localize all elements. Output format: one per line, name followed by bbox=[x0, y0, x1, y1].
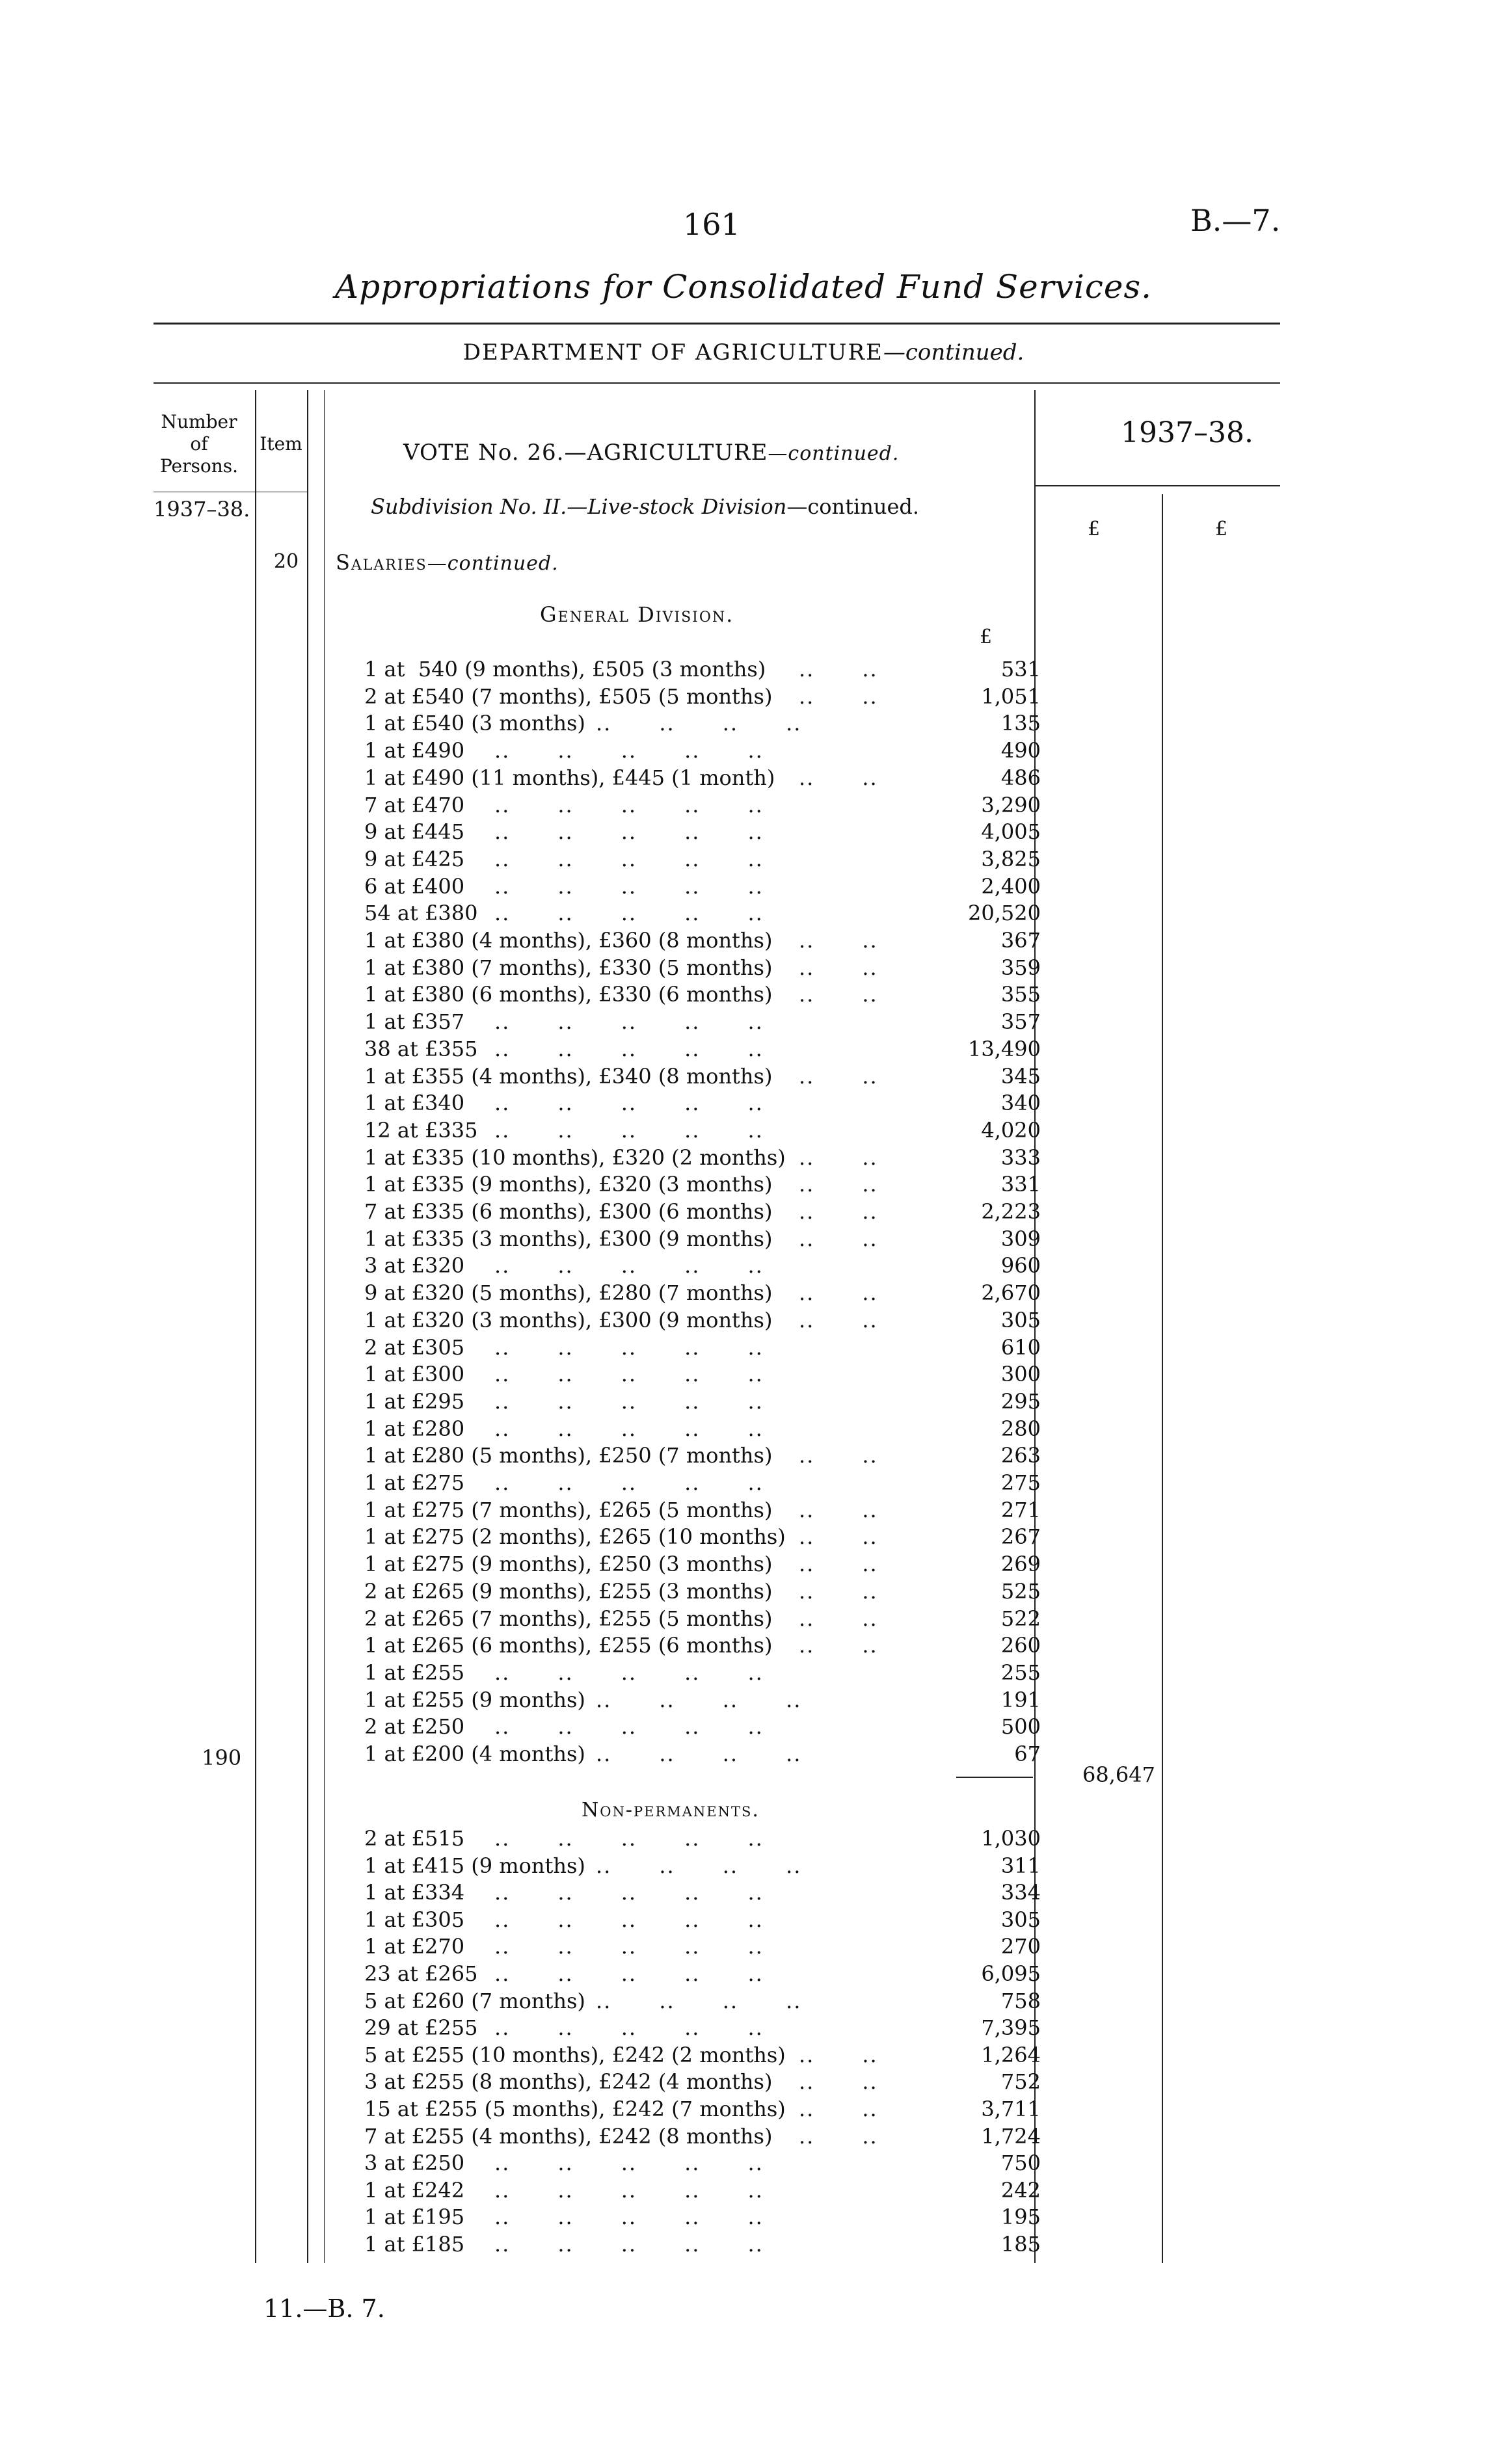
table-row bbox=[0, 1825, 1054, 1852]
row-amount: 340 bbox=[1000, 1091, 1041, 1116]
document-reference: B.—7. bbox=[1190, 203, 1281, 238]
table-row bbox=[0, 1933, 1054, 1960]
leader-dots: .. .. .. .. bbox=[596, 1742, 802, 1766]
row-amount: 1,264 bbox=[981, 2042, 1041, 2067]
row-amount: 311 bbox=[1000, 1853, 1041, 1878]
row-description: 1 at £335 (10 months), £320 (2 months) bbox=[364, 1145, 786, 1170]
leader-dots: .. .. .. .. bbox=[596, 711, 802, 736]
row-description: 1 at £195 bbox=[364, 2205, 465, 2230]
leader-dots: .. .. .. .. .. bbox=[494, 2151, 764, 2176]
row-amount: 295 bbox=[1000, 1388, 1041, 1414]
persons-column-header: Number of Persons. bbox=[159, 411, 239, 477]
table-row bbox=[0, 1713, 1054, 1740]
persons-year: 1937–38. bbox=[154, 497, 250, 522]
row-amount: 4,020 bbox=[981, 1117, 1041, 1143]
row-description: 1 at £305 bbox=[364, 1907, 465, 1932]
row-amount: 4,005 bbox=[981, 819, 1041, 845]
leader-dots: .. .. .. .. .. bbox=[494, 1416, 764, 1441]
row-amount: 3,825 bbox=[981, 846, 1041, 871]
table-row bbox=[0, 1225, 1054, 1252]
leader-dots: .. .. .. .. .. bbox=[494, 1091, 764, 1116]
row-description: 2 at £265 (7 months), £255 (5 months) bbox=[364, 1606, 773, 1631]
table-row bbox=[0, 656, 1054, 683]
row-description: 2 at £305 bbox=[364, 1334, 465, 1360]
leader-dots: .. .. bbox=[799, 928, 878, 953]
row-description: 9 at £445 bbox=[364, 819, 465, 845]
row-amount: 490 bbox=[1000, 738, 1041, 763]
table-row bbox=[0, 1198, 1054, 1225]
row-description: 12 at £335 bbox=[364, 1117, 478, 1143]
table-row bbox=[0, 2068, 1054, 2095]
table-row bbox=[0, 1442, 1054, 1469]
row-amount: 610 bbox=[1000, 1334, 1041, 1360]
department-rule bbox=[154, 382, 1280, 384]
row-description: 1 at £270 bbox=[364, 1934, 465, 1959]
leader-dots: .. .. .. .. .. bbox=[494, 1934, 764, 1959]
leader-dots: .. .. .. .. .. bbox=[494, 1660, 764, 1685]
leader-dots: .. .. bbox=[799, 1145, 878, 1170]
leader-dots: .. .. bbox=[799, 955, 878, 980]
leader-dots: .. .. .. .. bbox=[596, 1687, 802, 1712]
salaries-heading: Salaries—continued. bbox=[336, 550, 559, 575]
row-description: 1 at £380 (7 months), £330 (5 months) bbox=[364, 955, 773, 980]
row-description: 1 at £255 (9 months) bbox=[364, 1687, 585, 1712]
row-amount: 20,520 bbox=[968, 901, 1041, 926]
row-amount: 960 bbox=[1000, 1253, 1041, 1278]
general-division-sum-rule bbox=[956, 1777, 1033, 1778]
row-description: 1 at £275 (2 months), £265 (10 months) bbox=[364, 1524, 786, 1550]
row-amount: 6,095 bbox=[981, 1961, 1041, 1986]
table-row bbox=[0, 2177, 1054, 2204]
row-description: 9 at £425 bbox=[364, 846, 465, 871]
table-row bbox=[0, 2203, 1054, 2231]
row-description: 1 at £280 bbox=[364, 1416, 465, 1441]
table-row bbox=[0, 1063, 1054, 1090]
item-number: 20 bbox=[273, 550, 299, 573]
row-description: 15 at £255 (5 months), £242 (7 months) bbox=[364, 2097, 786, 2121]
leader-dots: .. .. .. .. .. bbox=[494, 2177, 764, 2203]
row-description: 29 at £255 bbox=[364, 2015, 478, 2041]
table-row bbox=[0, 1469, 1054, 1496]
leader-dots: .. .. .. .. .. bbox=[494, 1470, 764, 1495]
leader-dots: .. .. bbox=[799, 657, 878, 682]
row-description: 5 at £255 (10 months), £242 (2 months) bbox=[364, 2042, 786, 2067]
row-amount: 7,395 bbox=[981, 2015, 1041, 2041]
row-amount: 263 bbox=[1000, 1443, 1041, 1468]
leader-dots: .. .. bbox=[799, 1497, 878, 1522]
row-description: 1 at £280 (5 months), £250 (7 months) bbox=[364, 1443, 773, 1468]
leader-dots: .. .. bbox=[799, 1524, 878, 1550]
row-description: 54 at £380 bbox=[364, 901, 478, 926]
table-row bbox=[0, 791, 1054, 819]
table-row bbox=[0, 1306, 1054, 1334]
row-description: 1 at £185 bbox=[364, 2232, 465, 2257]
row-amount: 185 bbox=[1000, 2232, 1041, 2257]
row-description: 1 at £275 (9 months), £250 (3 months) bbox=[364, 1552, 773, 1577]
leader-dots: .. .. bbox=[799, 1443, 878, 1468]
leader-dots: .. .. bbox=[799, 2069, 878, 2095]
row-description: 1 at £265 (6 months), £255 (6 months) bbox=[364, 1633, 773, 1658]
row-description: 2 at £515 bbox=[364, 1826, 465, 1851]
table-row bbox=[0, 927, 1054, 954]
row-amount: 270 bbox=[1000, 1934, 1041, 1959]
leader-dots: .. .. bbox=[799, 2042, 878, 2067]
table-row bbox=[0, 818, 1054, 845]
leader-dots: .. .. bbox=[799, 1063, 878, 1089]
table-row bbox=[0, 1686, 1054, 1714]
row-description: 9 at £320 (5 months), £280 (7 months) bbox=[364, 1280, 773, 1306]
row-description: 6 at £400 bbox=[364, 873, 465, 899]
row-amount: 334 bbox=[1000, 1880, 1041, 1905]
row-amount: 359 bbox=[1000, 955, 1041, 980]
leader-dots: .. .. bbox=[799, 2097, 878, 2121]
table-row bbox=[0, 737, 1054, 764]
row-description: 1 at £490 bbox=[364, 738, 465, 763]
leader-dots: .. .. .. .. .. bbox=[494, 2015, 764, 2041]
table-row bbox=[0, 1252, 1054, 1279]
leader-dots: .. .. .. .. .. bbox=[494, 1880, 764, 1905]
row-description: 5 at £260 (7 months) bbox=[364, 1988, 585, 2013]
leader-dots: .. .. bbox=[799, 683, 878, 709]
row-amount: 1,724 bbox=[981, 2123, 1041, 2149]
table-row bbox=[0, 1035, 1054, 1063]
row-description: 1 at £355 (4 months), £340 (8 months) bbox=[364, 1063, 773, 1089]
table-row bbox=[0, 1360, 1054, 1388]
non-permanents-heading: Non-permanents. bbox=[582, 1799, 760, 1822]
vote-title: VOTE No. 26.—AGRICULTURE—continued. bbox=[403, 440, 900, 466]
leader-dots: .. .. .. .. .. bbox=[494, 873, 764, 899]
row-amount: 2,670 bbox=[981, 1280, 1041, 1306]
leader-dots: .. .. .. .. .. bbox=[494, 1036, 764, 1061]
row-amount: 3,711 bbox=[981, 2097, 1041, 2121]
row-description: 1 at £334 bbox=[364, 1880, 465, 1905]
department-heading: DEPARTMENT OF AGRICULTURE—continued. bbox=[462, 339, 1025, 365]
leader-dots: .. .. .. .. bbox=[596, 1988, 802, 2013]
leader-dots: .. .. .. .. .. bbox=[494, 819, 764, 845]
row-amount: 135 bbox=[1000, 711, 1041, 736]
table-row bbox=[0, 2231, 1054, 2258]
leader-dots: .. .. bbox=[799, 1578, 878, 1604]
leader-dots: .. .. bbox=[799, 1199, 878, 1224]
row-amount: 500 bbox=[1000, 1714, 1041, 1740]
row-description: 1 at £255 bbox=[364, 1660, 465, 1685]
row-description: 1 at £340 bbox=[364, 1091, 465, 1116]
row-description: 2 at £540 (7 months), £505 (5 months) bbox=[364, 683, 773, 709]
row-amount: 242 bbox=[1000, 2177, 1041, 2203]
row-description: 1 at £295 bbox=[364, 1388, 465, 1414]
leader-dots: .. .. .. .. .. bbox=[494, 1714, 764, 1740]
leader-dots: .. .. .. .. .. bbox=[494, 901, 764, 926]
table-row bbox=[0, 1089, 1054, 1117]
row-description: 1 at £275 (7 months), £265 (5 months) bbox=[364, 1497, 773, 1522]
row-amount: 331 bbox=[1000, 1172, 1041, 1197]
subdivision-heading: Subdivision No. II.—Live-stock Division—continued. bbox=[371, 494, 920, 519]
row-description: 1 at £275 bbox=[364, 1470, 465, 1495]
table-row bbox=[0, 873, 1054, 900]
leader-dots: .. .. bbox=[799, 1280, 878, 1306]
table-row bbox=[0, 1523, 1054, 1550]
table-row bbox=[0, 1879, 1054, 1906]
page-signature: 11.—B. 7. bbox=[263, 2294, 385, 2323]
row-description: 1 at £335 (3 months), £300 (9 months) bbox=[364, 1226, 773, 1251]
row-description: 38 at £355 bbox=[364, 1036, 478, 1061]
pound-sign-items: £ bbox=[980, 626, 993, 648]
row-description: 1 at £200 (4 months) bbox=[364, 1742, 585, 1766]
general-division-persons: 190 bbox=[202, 1745, 242, 1770]
row-amount: 191 bbox=[1000, 1687, 1041, 1712]
row-description: 3 at £255 (8 months), £242 (4 months) bbox=[364, 2069, 773, 2095]
row-amount: 280 bbox=[1000, 1416, 1041, 1441]
leader-dots: .. .. .. .. .. bbox=[494, 1009, 764, 1035]
row-description: 3 at £320 bbox=[364, 1253, 465, 1278]
row-amount: 195 bbox=[1000, 2205, 1041, 2230]
table-row bbox=[0, 764, 1054, 791]
row-description: 2 at £265 (9 months), £255 (3 months) bbox=[364, 1578, 773, 1604]
leader-dots: .. .. .. .. .. bbox=[494, 2232, 764, 2257]
row-amount: 305 bbox=[1000, 1907, 1041, 1932]
table-row bbox=[0, 1605, 1054, 1632]
year-header-rule bbox=[1034, 485, 1280, 486]
table-row bbox=[0, 709, 1054, 737]
table-row bbox=[0, 1659, 1054, 1686]
row-amount: 2,400 bbox=[981, 873, 1041, 899]
pound-sign-col1: £ bbox=[1088, 518, 1101, 540]
row-description: 7 at £470 bbox=[364, 792, 465, 817]
row-amount: 13,490 bbox=[968, 1036, 1041, 1061]
row-amount: 1,051 bbox=[981, 683, 1041, 709]
row-amount: 267 bbox=[1000, 1524, 1041, 1550]
row-amount: 271 bbox=[1000, 1497, 1041, 1522]
row-description: 1 at £490 (11 months), £445 (1 month) bbox=[364, 765, 775, 790]
table-row bbox=[0, 1550, 1054, 1578]
row-description: 7 at £255 (4 months), £242 (8 months) bbox=[364, 2123, 773, 2149]
row-description: 1 at £415 (9 months) bbox=[364, 1853, 585, 1878]
leader-dots: .. .. bbox=[799, 1633, 878, 1658]
row-amount: 345 bbox=[1000, 1063, 1041, 1089]
table-row bbox=[0, 899, 1054, 927]
leader-dots: .. .. bbox=[799, 765, 878, 790]
leader-dots: .. .. .. .. .. bbox=[494, 1117, 764, 1143]
leader-dots: .. .. .. .. .. bbox=[494, 1826, 764, 1851]
table-row bbox=[0, 1144, 1054, 1171]
row-amount: 531 bbox=[1000, 657, 1041, 682]
leader-dots: .. .. bbox=[799, 982, 878, 1007]
page-number: 161 bbox=[683, 207, 740, 242]
table-row bbox=[0, 2095, 1054, 2123]
leader-dots: .. .. .. .. bbox=[596, 1853, 802, 1878]
table-row bbox=[0, 1279, 1054, 1306]
table-row bbox=[0, 2014, 1054, 2041]
leader-dots: .. .. bbox=[799, 1552, 878, 1577]
table-row bbox=[0, 1740, 1054, 1768]
table-row bbox=[0, 1578, 1054, 1605]
leader-dots: .. .. bbox=[799, 1307, 878, 1332]
row-description: 1 at £380 (6 months), £330 (6 months) bbox=[364, 982, 773, 1007]
table-row bbox=[0, 1008, 1054, 1035]
pound-sign-col2: £ bbox=[1215, 518, 1228, 540]
row-description: 2 at £250 bbox=[364, 1714, 465, 1740]
row-amount: 255 bbox=[1000, 1660, 1041, 1685]
row-description: 1 at 540 (9 months), £505 (3 months) bbox=[364, 657, 766, 682]
table-row bbox=[0, 845, 1054, 873]
row-amount: 275 bbox=[1000, 1470, 1041, 1495]
leader-dots: .. .. bbox=[799, 1172, 878, 1197]
row-amount: 333 bbox=[1000, 1145, 1041, 1170]
row-amount: 305 bbox=[1000, 1307, 1041, 1332]
total-column-rule bbox=[1162, 494, 1163, 2263]
row-description: 1 at £380 (4 months), £360 (8 months) bbox=[364, 928, 773, 953]
row-amount: 309 bbox=[1000, 1226, 1041, 1251]
row-description: 3 at £250 bbox=[364, 2151, 465, 2176]
leader-dots: .. .. .. .. .. bbox=[494, 1334, 764, 1360]
table-row bbox=[0, 2041, 1054, 2069]
table-row bbox=[0, 1415, 1054, 1442]
table-row bbox=[0, 683, 1054, 710]
leader-dots: .. .. .. .. .. bbox=[494, 738, 764, 763]
item-column-header: Item bbox=[260, 433, 302, 455]
leader-dots: .. .. .. .. .. bbox=[494, 1388, 764, 1414]
leader-dots: .. .. .. .. .. bbox=[494, 1961, 764, 1986]
row-description: 7 at £335 (6 months), £300 (6 months) bbox=[364, 1199, 773, 1224]
table-row bbox=[0, 1334, 1054, 1361]
table-row bbox=[0, 1171, 1054, 1198]
table-row bbox=[0, 1496, 1054, 1524]
row-amount: 750 bbox=[1000, 2151, 1041, 2176]
row-amount: 357 bbox=[1000, 1009, 1041, 1035]
row-amount: 260 bbox=[1000, 1633, 1041, 1658]
table-row bbox=[0, 981, 1054, 1008]
table-row bbox=[0, 1906, 1054, 1933]
row-description: 1 at £540 (3 months) bbox=[364, 711, 585, 736]
row-amount: 300 bbox=[1000, 1362, 1041, 1387]
row-amount: 486 bbox=[1000, 765, 1041, 790]
row-description: 1 at £320 (3 months), £300 (9 months) bbox=[364, 1307, 773, 1332]
row-amount: 367 bbox=[1000, 928, 1041, 953]
row-amount: 2,223 bbox=[981, 1199, 1041, 1224]
leader-dots: .. .. bbox=[799, 1226, 878, 1251]
table-row bbox=[0, 1987, 1054, 2015]
row-amount: 3,290 bbox=[981, 792, 1041, 817]
row-description: 1 at £357 bbox=[364, 1009, 465, 1035]
row-amount: 752 bbox=[1000, 2069, 1041, 2095]
row-amount: 355 bbox=[1000, 982, 1041, 1007]
leader-dots: .. .. bbox=[799, 2123, 878, 2149]
table-row bbox=[0, 954, 1054, 981]
year-column-header: 1937–38. bbox=[1121, 416, 1253, 449]
leader-dots: .. .. .. .. .. bbox=[494, 2205, 764, 2230]
general-division-heading: General Division. bbox=[540, 602, 734, 627]
table-row bbox=[0, 1117, 1054, 1144]
title-rule bbox=[154, 323, 1280, 325]
table-row bbox=[0, 2149, 1054, 2177]
row-amount: 269 bbox=[1000, 1552, 1041, 1577]
row-amount: 758 bbox=[1000, 1988, 1041, 2013]
general-division-total: 68,647 bbox=[1082, 1762, 1155, 1787]
row-description: 23 at £265 bbox=[364, 1961, 478, 1986]
leader-dots: .. .. .. .. .. bbox=[494, 1362, 764, 1387]
leader-dots: .. .. bbox=[799, 1606, 878, 1631]
leader-dots: .. .. .. .. .. bbox=[494, 1907, 764, 1932]
table-row bbox=[0, 1960, 1054, 1987]
row-amount: 522 bbox=[1000, 1606, 1041, 1631]
table-row bbox=[0, 1632, 1054, 1659]
row-amount: 525 bbox=[1000, 1578, 1041, 1604]
page-title: Appropriations for Consolidated Fund Services. bbox=[334, 268, 1152, 306]
row-description: 1 at £242 bbox=[364, 2177, 465, 2203]
leader-dots: .. .. .. .. .. bbox=[494, 1253, 764, 1278]
row-description: 1 at £335 (9 months), £320 (3 months) bbox=[364, 1172, 773, 1197]
table-row bbox=[0, 1852, 1054, 1879]
table-row bbox=[0, 2123, 1054, 2150]
leader-dots: .. .. .. .. .. bbox=[494, 846, 764, 871]
table-row bbox=[0, 1388, 1054, 1415]
leader-dots: .. .. .. .. .. bbox=[494, 792, 764, 817]
row-amount: 1,030 bbox=[981, 1826, 1041, 1851]
row-description: 1 at £300 bbox=[364, 1362, 465, 1387]
row-amount: 67 bbox=[1014, 1742, 1041, 1766]
